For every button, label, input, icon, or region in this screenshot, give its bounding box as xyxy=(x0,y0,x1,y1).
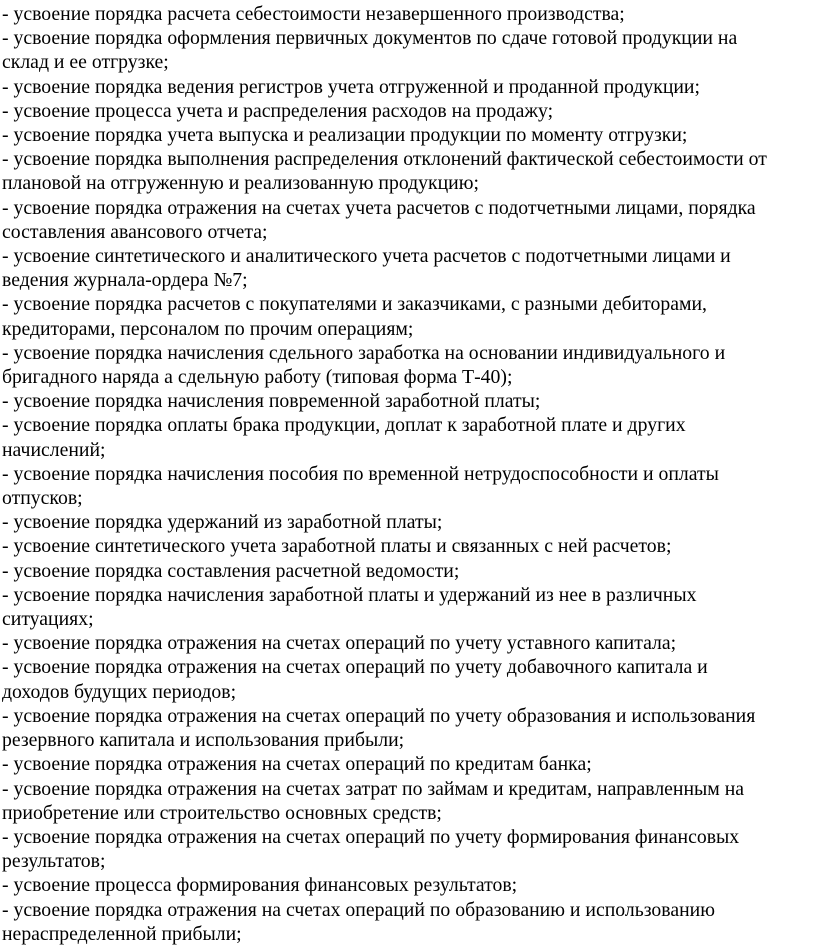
document-text-line: - усвоение порядка начисления пособия по временной нетрудоспособности и оплаты xyxy=(1,462,719,485)
document-text-line: склад и ее отгрузке; xyxy=(1,51,169,74)
document-text-line: отпусков; xyxy=(1,487,83,510)
document-text-line: - усвоение порядка отражения на счетах затрат по займам и кредитам, направленным на xyxy=(1,777,745,800)
document-text-line: приобретение или строительство основных средств; xyxy=(1,801,442,824)
document-text-line: - усвоение порядка оплаты брака продукции, доплат к заработной плате и других xyxy=(1,414,686,437)
document-text-line: - усвоение процесса формирования финансовых результатов; xyxy=(1,874,518,897)
document-text-line: - усвоение порядка начисления сдельного заработка на основании индивидуального и xyxy=(1,341,726,364)
document-text-line: - усвоение порядка отражения на счетах операций по учету формирования финансовых xyxy=(1,825,740,848)
document-text-line: - усвоение порядка отражения на счетах операций по образованию и использованию xyxy=(1,898,715,921)
document-text-line: бригадного наряда а сдельную работу (типовая форма Т-40); xyxy=(1,366,513,389)
document-text-line: - усвоение синтетического учета заработной платы и связанных с ней расчетов; xyxy=(1,535,672,558)
document-text-body xyxy=(0,2,816,946)
document-text-line: - усвоение порядка расчета себестоимости незавершенного производства; xyxy=(1,3,625,25)
document-text-line: - усвоение порядка отражения на счетах операций по учету добавочного капитала и xyxy=(1,656,708,679)
document-text-line: - усвоение порядка начисления заработной платы и удержаний из нее в различных xyxy=(1,583,697,606)
document-text-line: - усвоение порядка отражения на счетах операций по учету образования и использования xyxy=(1,704,756,727)
document-text-line: - усвоение порядка удержаний из заработной платы; xyxy=(1,511,443,534)
document-text-line: - усвоение синтетического и аналитического учета расчетов с подотчетными лицами и xyxy=(1,245,731,268)
document-text-line: - усвоение порядка оформления первичных документов по сдаче готовой продукции на xyxy=(1,27,738,50)
document-text-line: - усвоение процесса учета и распределения расходов на продажу; xyxy=(1,99,554,122)
document-text-line: - усвоение порядка отражения на счетах учета расчетов с подотчетными лицами, порядка xyxy=(1,196,756,219)
document-text-line: кредиторами, персоналом по прочим операциям; xyxy=(1,317,414,340)
document-text-line: начислений; xyxy=(1,438,106,461)
document-text-line: - усвоение порядка выполнения распределения отклонений фактической себестоимости от xyxy=(1,148,767,171)
document-text-line: доходов будущих периодов; xyxy=(1,680,237,703)
document-text-line: нераспределенной прибыли; xyxy=(1,922,242,945)
document-text-line: результатов; xyxy=(1,850,106,873)
document-text-line: ведения журнала-ордера №7; xyxy=(1,269,248,292)
document-text-line: плановой на отгруженную и реализованную продукцию; xyxy=(1,172,479,195)
document-text-line: составления авансового отчета; xyxy=(1,220,268,243)
document-text-line: - усвоение порядка начисления повременной заработной платы; xyxy=(1,390,541,413)
document-text-line: резервного капитала и использования прибыли; xyxy=(1,729,405,752)
document-text-line: ситуациях; xyxy=(1,608,94,631)
document-text-line: - усвоение порядка расчетов с покупателями и заказчиками, с разными дебиторами, xyxy=(1,293,707,316)
document-text-line: - усвоение порядка отражения на счетах операций по учету уставного капитала; xyxy=(1,632,677,655)
document-text-line: - усвоение порядка отражения на счетах операций по кредитам банка; xyxy=(1,753,592,776)
document-text-line: - усвоение порядка учета выпуска и реализации продукции по моменту отгрузки; xyxy=(1,124,688,147)
document-text-line: - усвоение порядка ведения регистров учета отгруженной и проданной продукции; xyxy=(1,75,700,98)
document-text-line: - усвоение порядка составления расчетной ведомости; xyxy=(1,559,460,582)
